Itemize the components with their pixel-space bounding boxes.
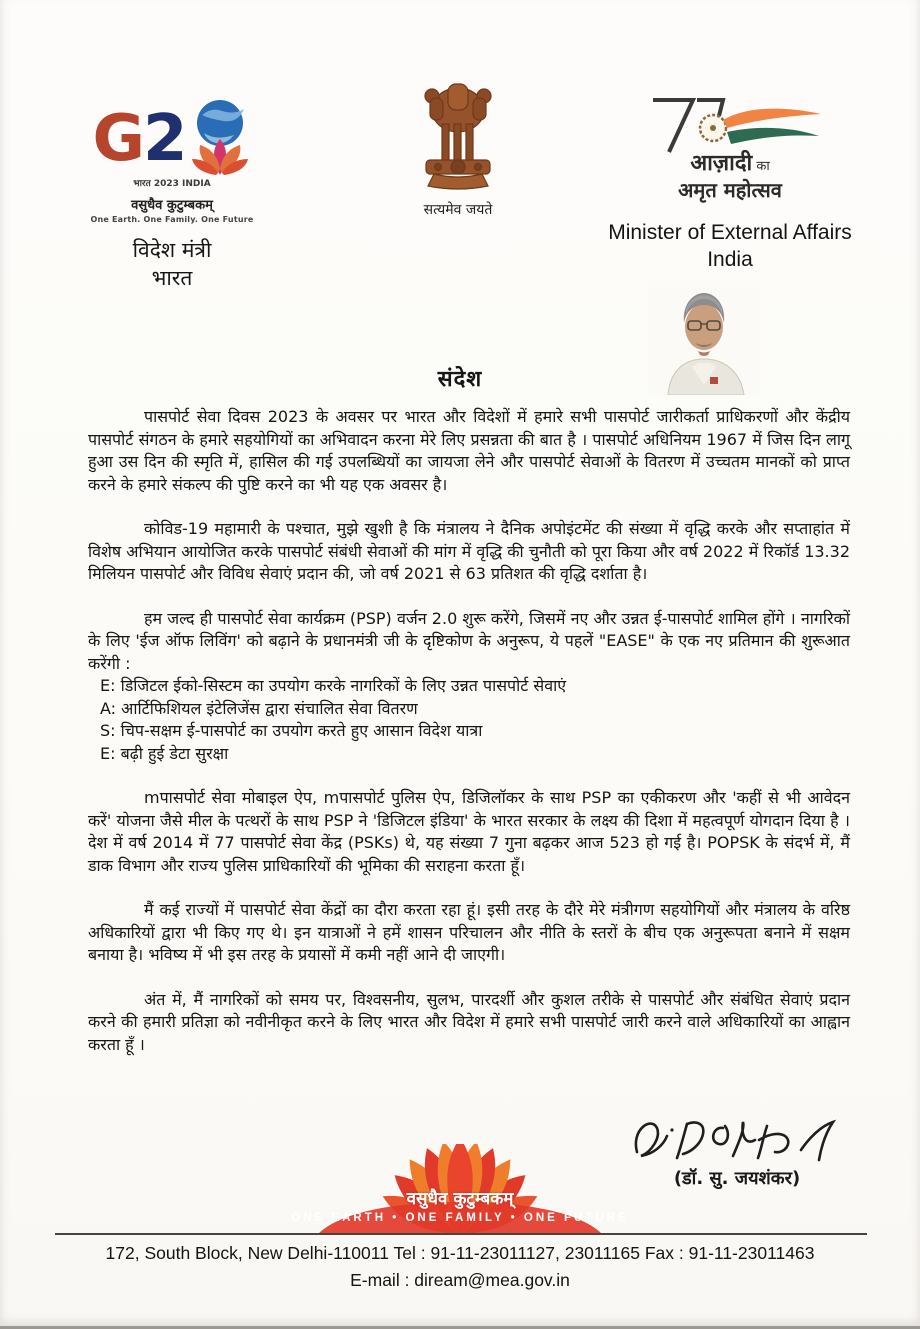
ease-item-e1: E: डिजिटल ईको-सिस्टम का उपयोग करके नागरिकों के लिए उन्नत पासपोर्ट सेवाएं bbox=[100, 676, 567, 695]
ease-list bbox=[88, 675, 850, 765]
paragraph-6: अंत में, मैं नागरिकों को समय पर, विश्वसनीय, सुलभ, पारदर्शी और कुशल तरीके से पासपोर्ट और संबंधित सेवाएं प्रदान करने की हमारी प्रतिज्ञा को नवीनीकृत करने के लिए भारत और विदेश में हमारे सभी पासपोर्ट जारी करने वाले अधिकारियों का आह्वान करता हूँ । bbox=[88, 989, 850, 1054]
ease-item-e2: E: बढ़ी हुई डेटा सुरक्षा bbox=[100, 743, 229, 763]
office-title-hindi-line2: भारत bbox=[151, 266, 193, 291]
ease-item-s: S: चिप-सक्षम ई-पासपोर्ट का उपयोग करते हुए आसान विदेश यात्रा bbox=[100, 721, 483, 740]
amrit-75-flag-icon bbox=[635, 92, 825, 158]
g20-digit-2: 2 bbox=[143, 102, 186, 176]
footer-motto-hindi: वसुधैव कुटुम्बकम् bbox=[406, 1189, 514, 1209]
g20-logo-block bbox=[72, 96, 272, 293]
letter-title: संदेश bbox=[437, 367, 483, 392]
paragraph-2: कोविड-19 महामारी के पश्चात, मुझे खुशी है कि मंत्रालय ने दैनिक अपोइंटमेंट की संख्या में वृद्धि करके और सप्ताहांत में विशेष अभियान आयोजित करके पासपोर्ट संबंधी सेवाओं की मांग में वृद्धि की चुनौती को पूरा किया और वर्ष 2022 में रिकॉर्ड 13.32 मिलियन पासपोर्ट और विविध सेवाएं प्रदान की, जो वर्ष 2021 से 63 प्रतिशत की वृद्धि दर्शाता है। bbox=[88, 519, 850, 583]
g20-letter-g: G bbox=[92, 102, 141, 176]
ease-item-a: A: आर्टिफिशियल इंटेलिजेंस द्वारा संचालित सेवा वितरण bbox=[100, 698, 418, 718]
paragraph-5: मैं कई राज्यों में पासपोर्ट सेवा केंद्रों का दौरा करता रहा हूं। इसी तरह के दौरे मेरे मंत्रीगण सहयोगियों और मंत्रालय के वरिष्ठ अधिकारियों द्वारा भी किए गए थे। इन यात्राओं ने हमें शासन परिचालन और नीति के स्तरों के बीच एक अनुरूपता बनाने में सक्षम बनाया है। भविष्य में भी इस तरह के प्रयासों में कमी नहीं आने दी जाएगी। bbox=[88, 900, 850, 964]
office-title-hindi-line1: विदेश मंत्री bbox=[132, 238, 212, 262]
letter-body bbox=[88, 406, 850, 1078]
footer-lotus-banner bbox=[198, 1144, 722, 1234]
footer-address: 172, South Block, New Delhi-110011 Tel : 91-11-23011127, 23011165 Fax : 91-11-23011463 bbox=[105, 1243, 815, 1263]
emblem-caption: सत्यमेव जयते bbox=[423, 202, 493, 218]
amrit-word-azadi: आज़ादी bbox=[690, 151, 753, 176]
paragraph-4: mपासपोर्ट सेवा मोबाइल ऐप, mपासपोर्ट पुलिस ऐप, डिजिलॉकर के साथ PSP का एकीकरण और 'कहीं से भी आवेदन करें' योजना जैसे मील के पत्थरों के साथ PSP ने 'डिजिटल इंडिया' के भारत सरकार के लक्ष्य की दिशा में महत्वपूर्ण योगदान दिया है । देश में वर्ष 2014 में 77 पासपोर्ट सेवा केंद्र (PSKs) थे, यह संख्या 7 गुना बढ़कर आज 523 हो गई है। POPSK के संदर्भ में, मैं डाक विभाग और राज्य पुलिस प्राधिकारियों की भूमिका की सराहना करता हूँ। bbox=[88, 788, 850, 875]
footer-divider bbox=[55, 1233, 867, 1235]
office-title-english bbox=[600, 219, 860, 274]
g20-motto-english: One Earth. One Family. One Future bbox=[90, 215, 254, 224]
amrit-mahotsav-block bbox=[600, 92, 860, 274]
signatory-name: (डॉ. सु. जयशंकर) bbox=[673, 1168, 801, 1189]
g20-motto-hindi: वसुधैव कुटुम्बकम् bbox=[131, 198, 213, 213]
footer-motto-english: ONE EARTH • ONE FAMILY • ONE FUTURE bbox=[291, 1212, 629, 1224]
g20-logo bbox=[72, 96, 272, 182]
paragraph-3: हम जल्द ही पासपोर्ट सेवा कार्यक्रम (PSP) वर्जन 2.0 शुरू करेंगे, जिसमें नए और उन्नत ई-पासपोर्ट शामिल होंगे । नागरिकों के लिए 'ईज ऑफ लिविंग' को बढ़ाने के प्रधानमंत्री जी के दृष्टिकोण के अनुरूप, ये पहलें "EASE" के एक नए प्रतिमान की शुरूआत करेंगी : bbox=[88, 608, 850, 673]
amrit-line2: अमृत महोत्सव bbox=[678, 178, 782, 203]
ashoka-emblem-icon bbox=[406, 80, 510, 192]
office-title-english-line2: India bbox=[707, 248, 753, 272]
globe-lotus-icon bbox=[188, 97, 252, 181]
footer-email: E-mail : diream@mea.gov.in bbox=[350, 1270, 570, 1290]
national-emblem-block bbox=[383, 80, 533, 219]
office-title-hindi bbox=[72, 236, 272, 293]
amrit-line1 bbox=[600, 152, 860, 175]
g20-tagline: भारत 2023 INDIA bbox=[133, 179, 211, 189]
office-title-english-line1: Minister of External Affairs bbox=[608, 221, 852, 245]
lotus-petals bbox=[192, 139, 248, 175]
amrit-word-ka: का bbox=[752, 159, 770, 174]
paragraph-1: पासपोर्ट सेवा दिवस 2023 के अवसर पर भारत और विदेशों में हमारे सभी पासपोर्ट जारीकर्ता प्राधिकरणों और केंद्रीय पासपोर्ट संगठन के हमारे सहयोगियों का अभिवादन करना मेरे लिए प्रसन्नता की बात है । पासपोर्ट अधिनियम 1967 में जिस दिन लागू हुआ उस दिन की स्मृति में, हासिल की गई उपलब्धियों का जायजा लेने और पासपोर्ट सेवाओं के वितरण में उच्चतम मानकों को प्राप्त करने के हमारे संकल्प की पुष्टि करने का भी यह एक अवसर है। bbox=[88, 407, 850, 494]
